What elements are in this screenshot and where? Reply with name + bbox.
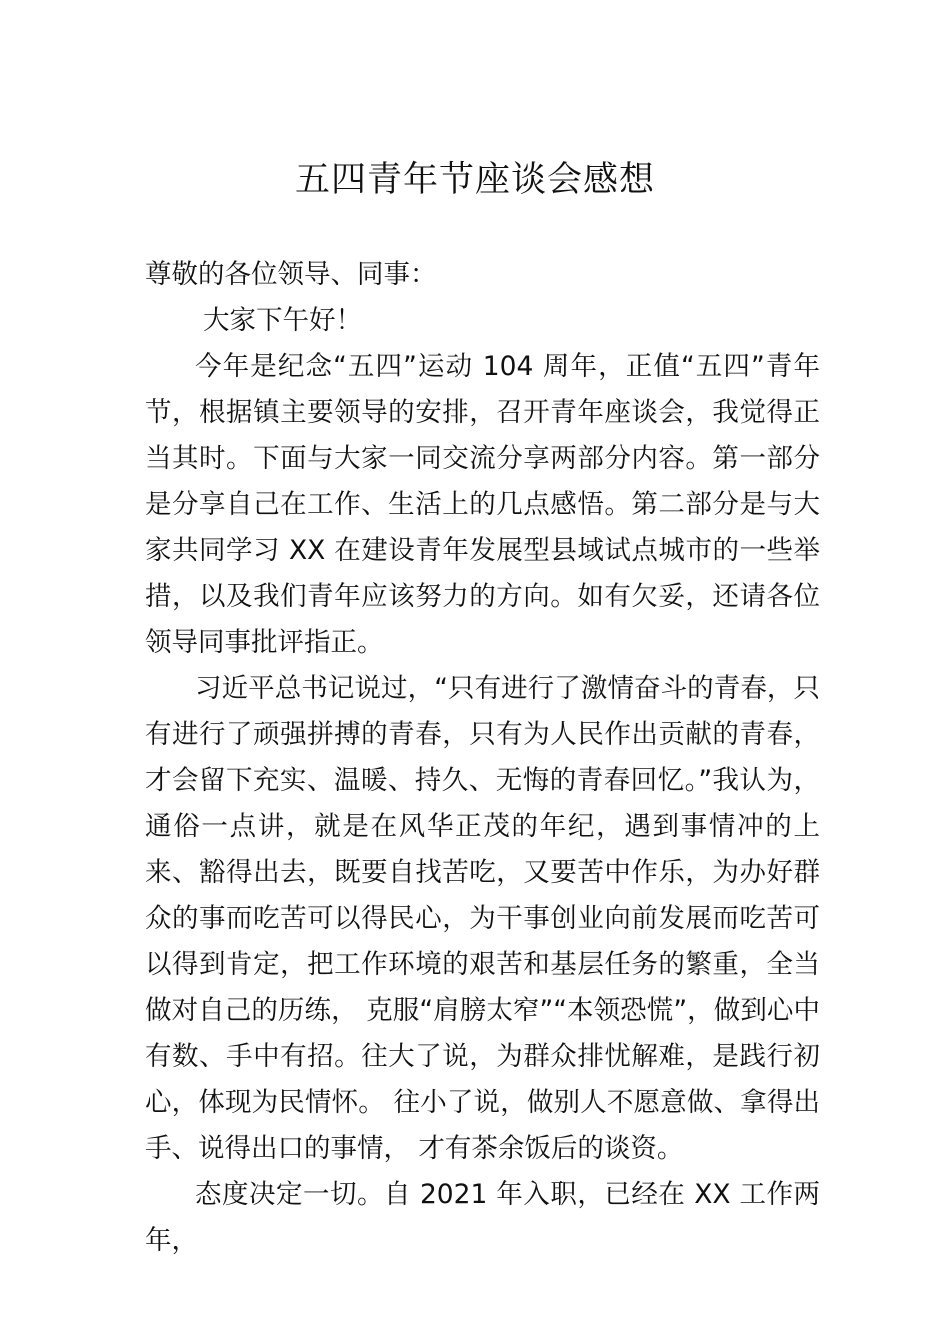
paragraph-quote: 习近平总书记说过，“只有进行了激情奋斗的青春，只有进行了顽强拼搏的青春，只有为人民作出贡献的青春，才会留下充实、温暖、持久、无悔的青春回忆。”我认为，通俗一点讲，就是在风华正茂的年纪，遇到事情冲的上来、豁得出去，既要自找苦吃，又要苦中作乐，为办好群众的事而吃苦可以得民心，为干事创业向前发展而吃苦可以得到肯定，把工作环境的艰苦和基层任务的繁重，全当做对自己的历练， 克服“肩膀太窄”“本领恐慌”，做到心中有数、手中有招。往大了说，为群众排忧解难，是践行初心，体现为民情怀。 往小了说，做别人不愿意做、拿得出手、说得出口的事情， 才有茶余饭后的谈资。 bbox=[145, 673, 820, 1164]
greeting: 大家下午好！ bbox=[203, 305, 362, 336]
document-title: 五四青年节座谈会感想 bbox=[294, 160, 655, 200]
document-body bbox=[145, 252, 820, 1264]
paragraph-intro: 今年是纪念“五四”运动 104 周年，正值“五四”青年节，根据镇主要领导的安排，召开青年座谈会，我觉得正当其时。下面与大家一同交流分享两部分内容。第一部分是分享自己在工作、生活上的几点感悟。第二部分是与大家共同学习 XX 在建设青年发展型县域试点城市的一些举措，以及我们青年应该努力的方向。如有欠妥，还请各位领导同事批评指正。 bbox=[145, 351, 820, 658]
salutation: 尊敬的各位领导、同事： bbox=[145, 259, 437, 290]
paragraph-attitude: 态度决定一切。自 2021 年入职，已经在 XX 工作两年， bbox=[145, 1179, 820, 1256]
